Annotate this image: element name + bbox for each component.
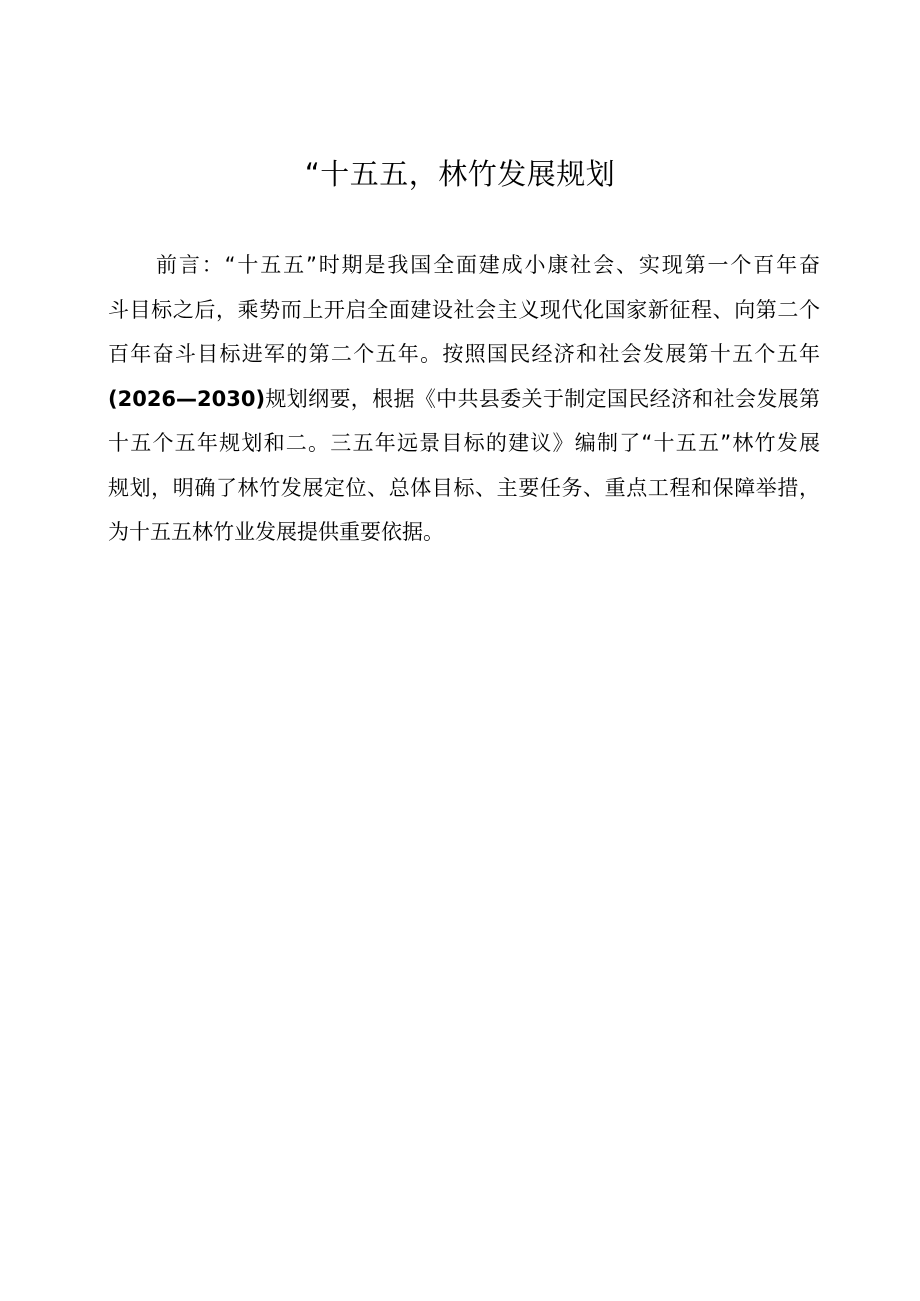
paragraph-line-3: 百年奋斗目标进军的第二个五年。按照国民经济和社会发展第十五个五年 — [108, 342, 820, 366]
document-title: “十五五，林竹发展规划 — [304, 157, 616, 191]
paragraph-line-2: 斗目标之后，乘势而上开启全面建设社会主义现代化国家新征程、向第二个 — [108, 297, 820, 322]
paragraph-line-6: 规划，明确了林竹发展定位、总体目标、主要任务、重点工程和保障举措， — [108, 475, 820, 500]
paragraph-line-4-text: 规划纲要，根据《中共县委关于制定国民经济和社会发展第 — [265, 386, 820, 411]
paragraph-line-4 — [108, 377, 820, 422]
paragraph-line-5: 十五个五年规划和二。三五年远景目标的建议》编制了“十五五”林竹发展 — [108, 431, 820, 455]
plan-period: (2026—2030) — [108, 386, 266, 411]
paragraph-line-7: 为十五五林竹业发展提供重要依据。 — [108, 520, 444, 544]
paragraph-line-1: 前言：“十五五”时期是我国全面建成小康社会、实现第一个百年奋 — [156, 253, 820, 277]
preface-paragraph — [108, 243, 820, 555]
